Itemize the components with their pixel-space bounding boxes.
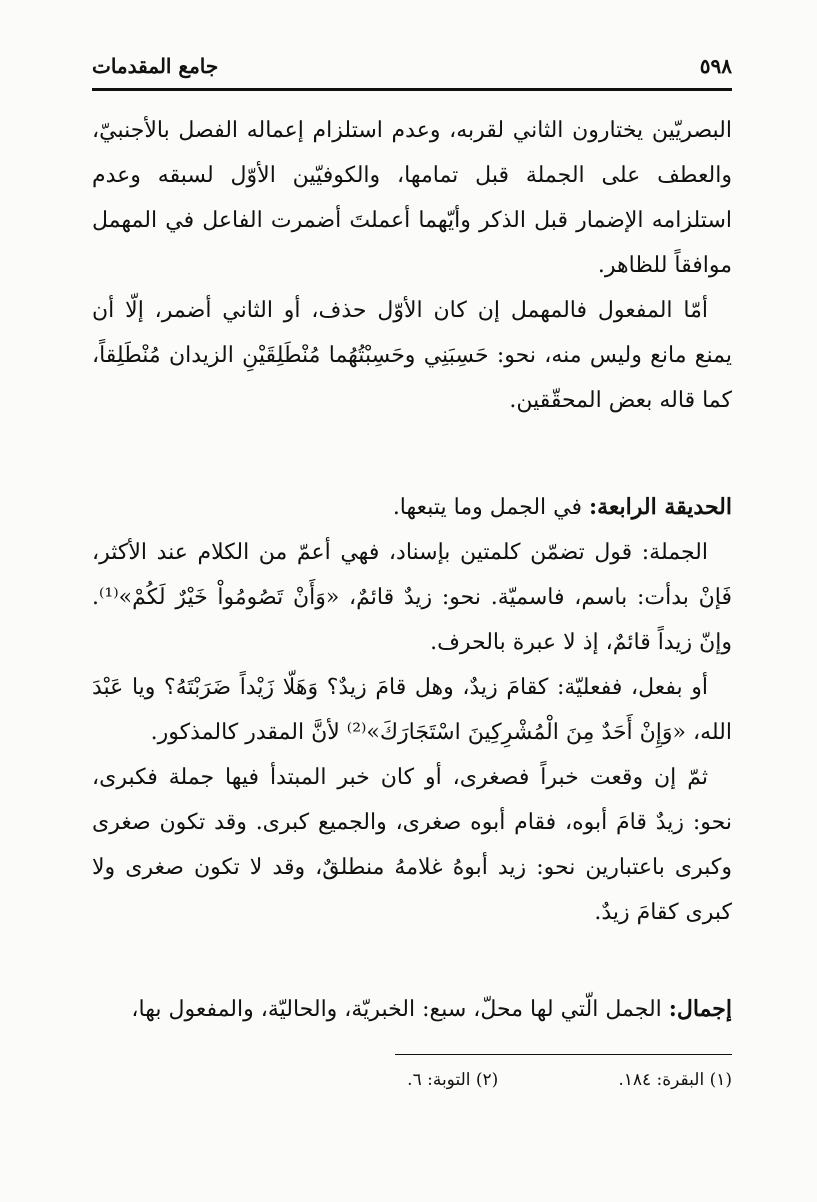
paragraph-1: البصريّين يختارون الثاني لقربه، وعدم استلزام إعماله الفصل بالأجنبيّ، والعطف على الجملة قبل تمامها، والكوفيّين الأوّل لسبقه وعدم استلزامه الإضمار قبل الذكر وأيّهما أعملتَ أضمرت الفاعل في المهمل موافقاً للظاهر. (92, 118, 732, 278)
paragraph-2: أمّا المفعول فالمهمل إن كان الأوّل حذف، أو الثاني أضمر، إلّا أن يمنع مانع وليس منه، نحو: حَسِبَنِي وحَسِبْتُهُما مُنْطَلِقَيْنِ الزيدان مُنْطَلِقاً، كما قاله بعض المحقّقين. (92, 298, 732, 413)
header-divider (92, 88, 732, 91)
summary-text: الجمل الّتي لها محلّ، سبع: الخبريّة، والحاليّة، والمفعول بها، (131, 997, 669, 1022)
paragraph-3: الجملة: قول تضمّن كلمتين بإسناد، فهي أعمّ من الكلام عند الأكثر، فَإنْ بدأت: باسم، فاسميّة. نحو: زيدٌ قائمٌ، «وَأَنْ تَصُومُواْ خَيْرٌ لَكُمْ»⁽¹⁾. وإنّ زيداً قائمٌ، إذ لا عبرة بالحرف. (92, 540, 732, 655)
footnotes (92, 1070, 732, 1090)
paragraph-5: ثمّ إن وقعت خبراً فصغرى، أو كان خبر المبتدأ فيها جملة فكبرى، نحو: زيدٌ قامَ أبوه، فقام أبوه صغرى، والجميع كبرى. وقد تكون صغرى وكبرى باعتبارين نحو: زيد أبوهُ غلامهُ منطلقٌ، وقد لا تكون صغرى ولا كبرى كقامَ زيدٌ. (92, 765, 732, 925)
footnote-divider (395, 1054, 732, 1055)
section-heading: الحديقة الرابعة: (589, 494, 732, 520)
page-header (92, 46, 732, 86)
page-body (92, 108, 732, 1032)
book-title: جامع المقدمات (92, 54, 219, 78)
paragraph-4: أو بفعل، ففعليّة: كقامَ زيدٌ، وهل قامَ زيدٌ؟ وَهَلّا زَيْداً ضَرَبْتَهُ؟ ويا عَبْدَ الله، «وَإِنْ أَحَدٌ مِنَ الْمُشْرِكِينَ اسْتَجَارَكَ»⁽²⁾ لأنَّ المقدر كالمذكور. (92, 675, 732, 745)
footnote-1: (١) البقرة: ١٨٤. (618, 1070, 732, 1090)
section-gap (92, 935, 732, 987)
section-subject: في الجمل وما يتبعها. (392, 495, 589, 520)
footnote-2: (٢) التوبة: ٦. (407, 1070, 499, 1090)
paragraph-6 (92, 987, 732, 1032)
section-gap (92, 423, 732, 485)
page-number: ٥٩٨ (699, 54, 732, 78)
section-heading-line (92, 485, 732, 530)
summary-heading: إجمال: (668, 996, 732, 1022)
